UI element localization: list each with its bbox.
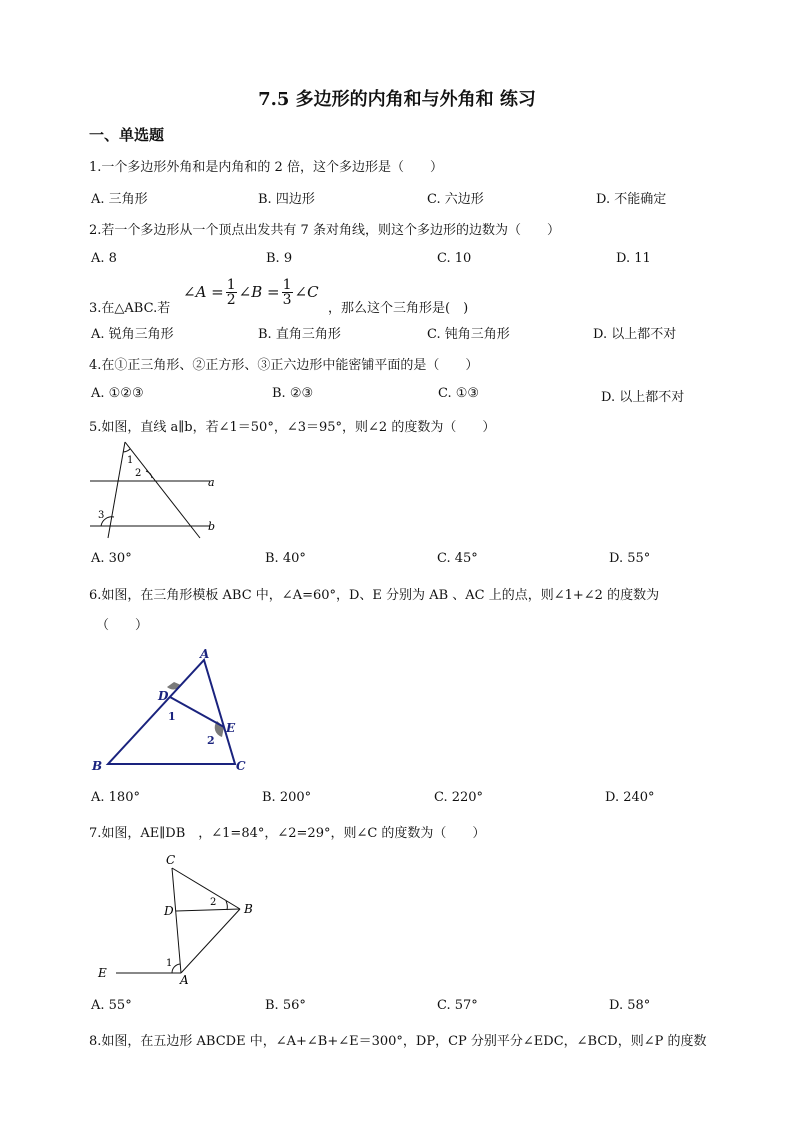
segment-ab (181, 909, 240, 973)
q1-option-c[interactable]: C. 六边形 (427, 192, 484, 207)
label-angle-3: 3 (98, 510, 105, 521)
label-angle-1: 1 (166, 958, 173, 969)
question-6-blank: （ ） (96, 618, 149, 633)
label-e: E (226, 721, 236, 735)
q4-option-a[interactable]: A. ①②③ (91, 386, 144, 401)
label-c: C (166, 853, 176, 867)
q3-option-d[interactable]: D. 以上都不对 (593, 327, 677, 342)
label-line-a: a (208, 476, 215, 489)
q1-option-a[interactable]: A. 三角形 (91, 192, 148, 207)
question-7: 7.如图，AE∥DB ，∠1=84°，∠2=29°，则∠C 的度数为（ ） (89, 826, 486, 841)
transversal-1 (108, 442, 125, 538)
q2-option-a[interactable]: A. 8 (91, 251, 117, 266)
q7-option-d[interactable]: D. 58° (609, 998, 651, 1013)
section-heading: 一、单选题 (89, 126, 165, 144)
question-3-prefix: 3.在△ABC.若 (89, 301, 171, 316)
q5-option-c[interactable]: C. 45° (437, 551, 478, 566)
segment-db (176, 909, 240, 911)
q5-parallel-lines-figure (86, 436, 226, 544)
label-d: D (158, 689, 169, 703)
fraction-one-third: $\frac{1}{3}$ (282, 276, 292, 308)
q5-option-d[interactable]: D. 55° (609, 551, 651, 566)
q4-option-c[interactable]: C. ①③ (438, 386, 480, 401)
q7-option-b[interactable]: B. 56° (265, 998, 306, 1013)
q6-option-b[interactable]: B. 200° (262, 790, 312, 805)
label-angle-2: 2 (207, 734, 215, 747)
question-8: 8.如图，在五边形 ABCDE 中，∠A+∠B+∠E＝300°，DP，CP 分别平分∠EDC，∠BCD，则∠P 的度数 (89, 1034, 707, 1049)
q6-option-d[interactable]: D. 240° (605, 790, 655, 805)
transversal-2 (125, 442, 200, 538)
q6-triangle-figure (88, 646, 254, 776)
fraction-one-half: $\frac{1}{2}$ (226, 276, 236, 308)
label-angle-1: 1 (168, 710, 176, 723)
label-angle-1: 1 (127, 455, 134, 466)
angle-2-arc (146, 471, 152, 478)
angle-a: ∠A = (183, 283, 224, 301)
angle-c: ∠C (294, 283, 319, 301)
label-a: A (200, 647, 210, 661)
label-line-b: b (208, 520, 216, 533)
label-angle-2: 2 (210, 897, 217, 908)
question-3-suffix: ，那么这个三角形是( ) (328, 301, 469, 316)
label-c: C (236, 759, 246, 773)
q2-option-c[interactable]: C. 10 (437, 251, 472, 266)
question-5: 5.如图，直线 a∥b，若∠1＝50°，∠3＝95°，则∠2 的度数为（ ） (89, 420, 496, 435)
angle-2-arc (226, 901, 227, 910)
question-3-formula (183, 271, 319, 313)
page-title: 7.5 多边形的内角和与外角和 练习 (258, 89, 536, 110)
q5-option-b[interactable]: B. 40° (265, 551, 306, 566)
q2-option-d[interactable]: D. 11 (616, 251, 651, 266)
label-b: B (92, 759, 103, 773)
q6-option-a[interactable]: A. 180° (91, 790, 140, 805)
q4-option-b[interactable]: B. ②③ (272, 386, 314, 401)
question-2: 2.若一个多边形从一个顶点出发共有 7 条对角线，则这个多边形的边数为（ ） (89, 223, 560, 238)
segment-ca (172, 868, 181, 973)
label-e: E (98, 966, 107, 980)
segment-cb (172, 868, 240, 909)
q2-option-b[interactable]: B. 9 (266, 251, 293, 266)
q6-option-c[interactable]: C. 220° (434, 790, 484, 805)
question-4: 4.在①正三角形、②正方形、③正六边形中能密铺平面的是（ ） (89, 358, 479, 373)
q3-option-a[interactable]: A. 锐角三角形 (91, 327, 174, 342)
q3-option-c[interactable]: C. 钝角三角形 (427, 327, 510, 342)
q3-option-b[interactable]: B. 直角三角形 (258, 327, 341, 342)
angle-b: ∠B = (238, 283, 280, 301)
q7-figure (92, 850, 272, 990)
label-b: B (244, 902, 253, 916)
q4-option-d[interactable]: D. 以上都不对 (601, 390, 685, 405)
q7-option-c[interactable]: C. 57° (437, 998, 478, 1013)
question-1: 1.一个多边形外角和是内角和的 2 倍，这个多边形是（ ） (89, 160, 443, 175)
label-d: D (164, 904, 174, 918)
q7-option-a[interactable]: A. 55° (91, 998, 132, 1013)
label-angle-2: 2 (135, 468, 142, 479)
angle-1-arc (172, 964, 180, 973)
q1-option-d[interactable]: D. 不能确定 (596, 192, 667, 207)
q5-option-a[interactable]: A. 30° (91, 551, 132, 566)
question-6: 6.如图，在三角形模板 ABC 中，∠A=60°，D、E 分别为 AB 、AC 上的点，则∠1+∠2 的度数为 (89, 588, 660, 603)
q1-option-b[interactable]: B. 四边形 (258, 192, 315, 207)
label-a: A (180, 973, 189, 987)
